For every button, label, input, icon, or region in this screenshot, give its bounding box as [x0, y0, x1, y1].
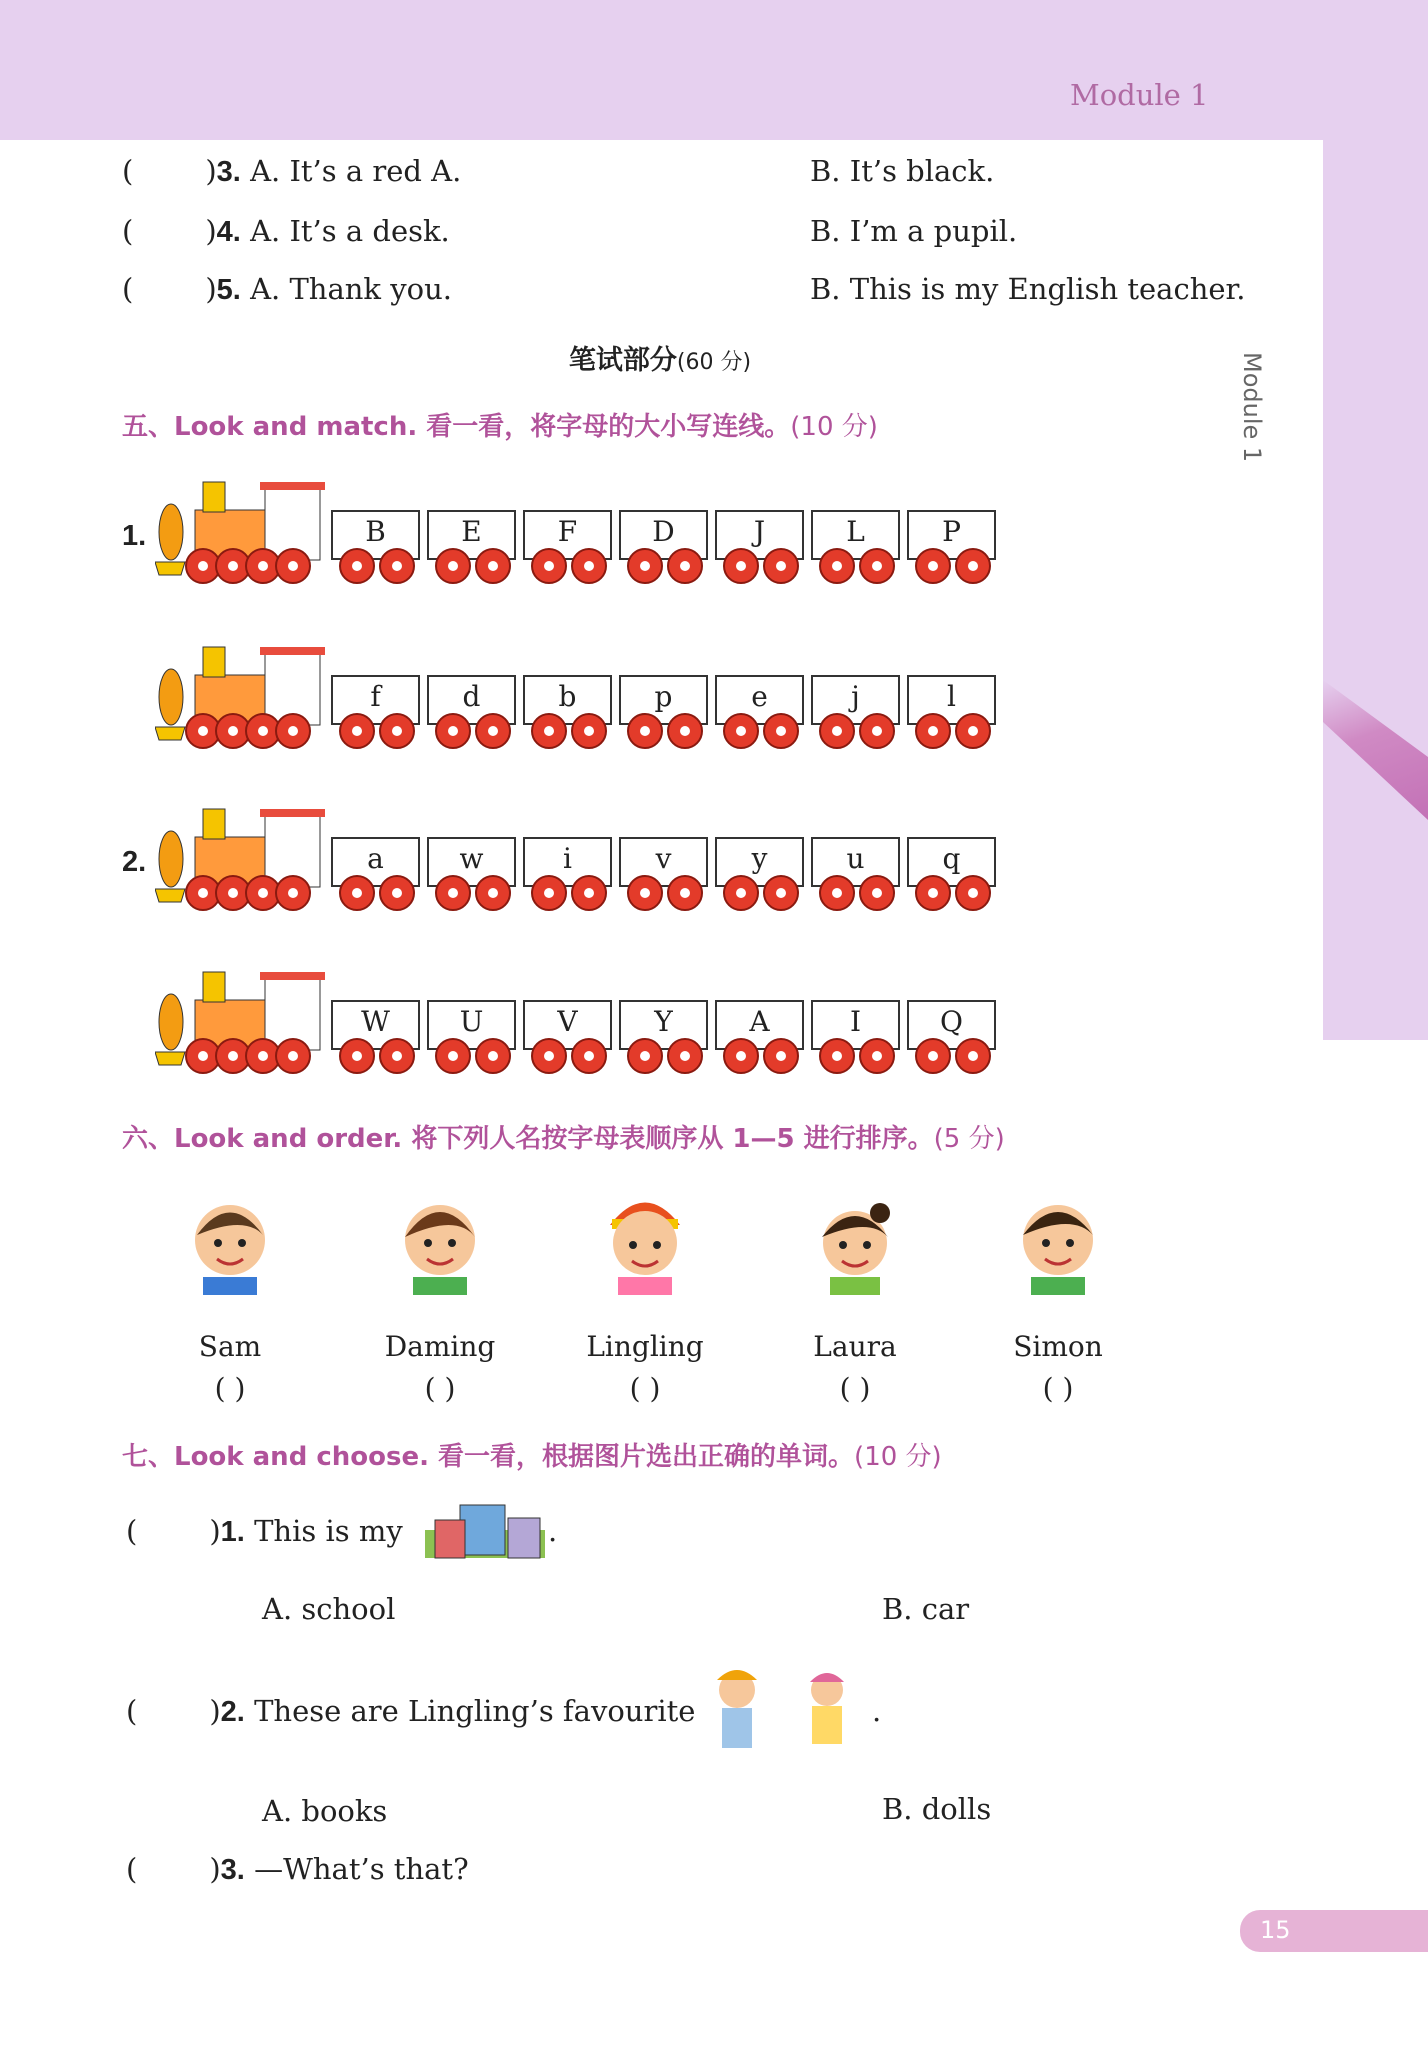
train-label-2: 2.: [122, 846, 147, 878]
question-7-2: ( )2. These are Lingling’s favourite: [126, 1694, 696, 1728]
wheel-icon: [339, 875, 375, 911]
wheel-icon: [859, 548, 895, 584]
wheel-icon: [915, 1038, 951, 1074]
letter-wagon[interactable]: E: [427, 510, 516, 560]
letter-wagon[interactable]: L: [811, 510, 900, 560]
wheel-icon: [667, 548, 703, 584]
wheel-icon: [667, 713, 703, 749]
wheel-icon: [275, 875, 311, 911]
wheel-icon: [915, 875, 951, 911]
wheel-icon: [627, 713, 663, 749]
letter-wagon[interactable]: i: [523, 837, 612, 887]
wheel-icon: [435, 713, 471, 749]
header-band: [0, 0, 1428, 140]
page-number: 15: [1260, 1916, 1291, 1944]
letter-wagon[interactable]: W: [331, 1000, 420, 1050]
letter-wagon[interactable]: u: [811, 837, 900, 887]
wheel-icon: [667, 875, 703, 911]
wheel-icon: [627, 875, 663, 911]
train-2: [155, 635, 1005, 740]
wheel-icon: [435, 548, 471, 584]
wheel-icon: [571, 1038, 607, 1074]
letter-wagon[interactable]: A: [715, 1000, 804, 1050]
wheel-icon: [819, 1038, 855, 1074]
wheel-icon: [763, 548, 799, 584]
letter-wagon[interactable]: f: [331, 675, 420, 725]
kid-face-icon: [810, 1195, 900, 1295]
letter-wagon[interactable]: Q: [907, 1000, 996, 1050]
module-title: Module 1: [1070, 78, 1209, 112]
letter-wagon[interactable]: q: [907, 837, 996, 887]
wheel-icon: [571, 713, 607, 749]
letter-wagon[interactable]: l: [907, 675, 996, 725]
written-part-title: 笔试部分(60 分): [568, 345, 752, 376]
letter-wagon[interactable]: U: [427, 1000, 516, 1050]
order-blank[interactable]: ( ): [424, 1372, 456, 1405]
wheel-icon: [723, 875, 759, 911]
kid-name: Lingling: [586, 1330, 704, 1363]
kid-name: Laura: [813, 1330, 897, 1363]
wheel-icon: [955, 713, 991, 749]
q1-option-b: B. car: [882, 1592, 970, 1626]
letter-wagon[interactable]: V: [523, 1000, 612, 1050]
kid-face-icon: [1013, 1195, 1103, 1295]
letter-wagon[interactable]: b: [523, 675, 612, 725]
wheel-icon: [915, 713, 951, 749]
q2-option-a: A. books: [262, 1794, 388, 1828]
kids-row: [145, 1180, 1145, 1410]
wheel-icon: [667, 1038, 703, 1074]
section5-heading: 五、Look and match. 看一看，将字母的大小写连线。(10 分): [122, 412, 878, 442]
listening-row-4: ( )4. A. It’s a desk.: [122, 214, 450, 248]
q2-option-b: B. dolls: [882, 1792, 992, 1826]
wheel-icon: [819, 548, 855, 584]
letter-wagon[interactable]: d: [427, 675, 516, 725]
wheel-icon: [859, 875, 895, 911]
letter-wagon[interactable]: Y: [619, 1000, 708, 1050]
listening-row-5: ( )5. A. Thank you.: [122, 272, 452, 306]
wheel-icon: [475, 1038, 511, 1074]
section7-heading: 七、Look and choose. 看一看，根据图片选出正确的单词。(10 分): [122, 1442, 942, 1472]
wheel-icon: [435, 875, 471, 911]
wheel-icon: [763, 713, 799, 749]
wheel-icon: [339, 713, 375, 749]
kid-face-icon: [185, 1195, 275, 1295]
kid-name: Sam: [198, 1330, 262, 1363]
train-label-1: 1.: [122, 520, 147, 552]
wheel-icon: [475, 548, 511, 584]
wheel-icon: [955, 875, 991, 911]
wheel-icon: [859, 713, 895, 749]
wheel-icon: [379, 713, 415, 749]
letter-wagon[interactable]: e: [715, 675, 804, 725]
wheel-icon: [531, 875, 567, 911]
kid-face-icon: [395, 1195, 485, 1295]
letter-wagon[interactable]: D: [619, 510, 708, 560]
letter-wagon[interactable]: j: [811, 675, 900, 725]
question-7-1: ( )1. This is my: [126, 1514, 403, 1548]
letter-wagon[interactable]: a: [331, 837, 420, 887]
wheel-icon: [475, 713, 511, 749]
wheel-icon: [763, 1038, 799, 1074]
letter-wagon[interactable]: P: [907, 510, 996, 560]
wheel-icon: [627, 1038, 663, 1074]
section6-heading: 六、Look and order. 将下列人名按字母表顺序从 1—5 进行排序。(5 分): [122, 1124, 1005, 1154]
kid-name: Simon: [1013, 1330, 1103, 1363]
order-blank[interactable]: ( ): [1042, 1372, 1074, 1405]
order-blank[interactable]: ( ): [839, 1372, 871, 1405]
wheel-icon: [571, 875, 607, 911]
wheel-icon: [531, 713, 567, 749]
wheel-icon: [435, 1038, 471, 1074]
wheel-icon: [275, 548, 311, 584]
q2-end: .: [872, 1694, 882, 1728]
letter-wagon[interactable]: w: [427, 837, 516, 887]
page-number-tab: [1240, 1910, 1428, 1952]
letter-wagon[interactable]: I: [811, 1000, 900, 1050]
side-module-label: Module 1: [1237, 352, 1266, 463]
wheel-icon: [379, 548, 415, 584]
school-icon: [420, 1500, 550, 1564]
wheel-icon: [955, 548, 991, 584]
wheel-icon: [531, 1038, 567, 1074]
wheel-icon: [723, 1038, 759, 1074]
letter-wagon[interactable]: F: [523, 510, 612, 560]
wheel-icon: [915, 548, 951, 584]
wheel-icon: [723, 713, 759, 749]
question-7-3: ( )3. —What’s that?: [126, 1852, 469, 1886]
wheel-icon: [339, 1038, 375, 1074]
wheel-icon: [763, 875, 799, 911]
dolls-icon: [702, 1660, 872, 1764]
wheel-icon: [379, 1038, 415, 1074]
wheel-icon: [275, 1038, 311, 1074]
wheel-icon: [339, 548, 375, 584]
letter-wagon[interactable]: J: [715, 510, 804, 560]
listening-option-5b: B. This is my English teacher.: [810, 272, 1246, 306]
wheel-icon: [955, 1038, 991, 1074]
wheel-icon: [475, 875, 511, 911]
wheel-icon: [819, 875, 855, 911]
letter-wagon[interactable]: y: [715, 837, 804, 887]
wheel-icon: [723, 548, 759, 584]
listening-row-3: ( )3. A. It’s a red A.: [122, 154, 462, 188]
order-blank[interactable]: ( ): [629, 1372, 661, 1405]
kid-name: Daming: [384, 1330, 496, 1363]
train-1: [155, 470, 1005, 575]
wheel-icon: [859, 1038, 895, 1074]
listening-option-3b: B. It’s black.: [810, 154, 995, 188]
wheel-icon: [819, 713, 855, 749]
kid-face-icon: [600, 1185, 690, 1285]
wheel-icon: [571, 548, 607, 584]
order-blank[interactable]: ( ): [214, 1372, 246, 1405]
q1-end: .: [548, 1514, 558, 1548]
letter-wagon[interactable]: v: [619, 837, 708, 887]
q1-option-a: A. school: [262, 1592, 396, 1626]
listening-option-4b: B. I’m a pupil.: [810, 214, 1018, 248]
wheel-icon: [531, 548, 567, 584]
letter-wagon[interactable]: p: [619, 675, 708, 725]
wheel-icon: [379, 875, 415, 911]
train-4: [155, 960, 1005, 1065]
wheel-icon: [627, 548, 663, 584]
side-band: [1323, 0, 1428, 1040]
train-3: [155, 797, 1005, 902]
wheel-icon: [275, 713, 311, 749]
letter-wagon[interactable]: B: [331, 510, 420, 560]
